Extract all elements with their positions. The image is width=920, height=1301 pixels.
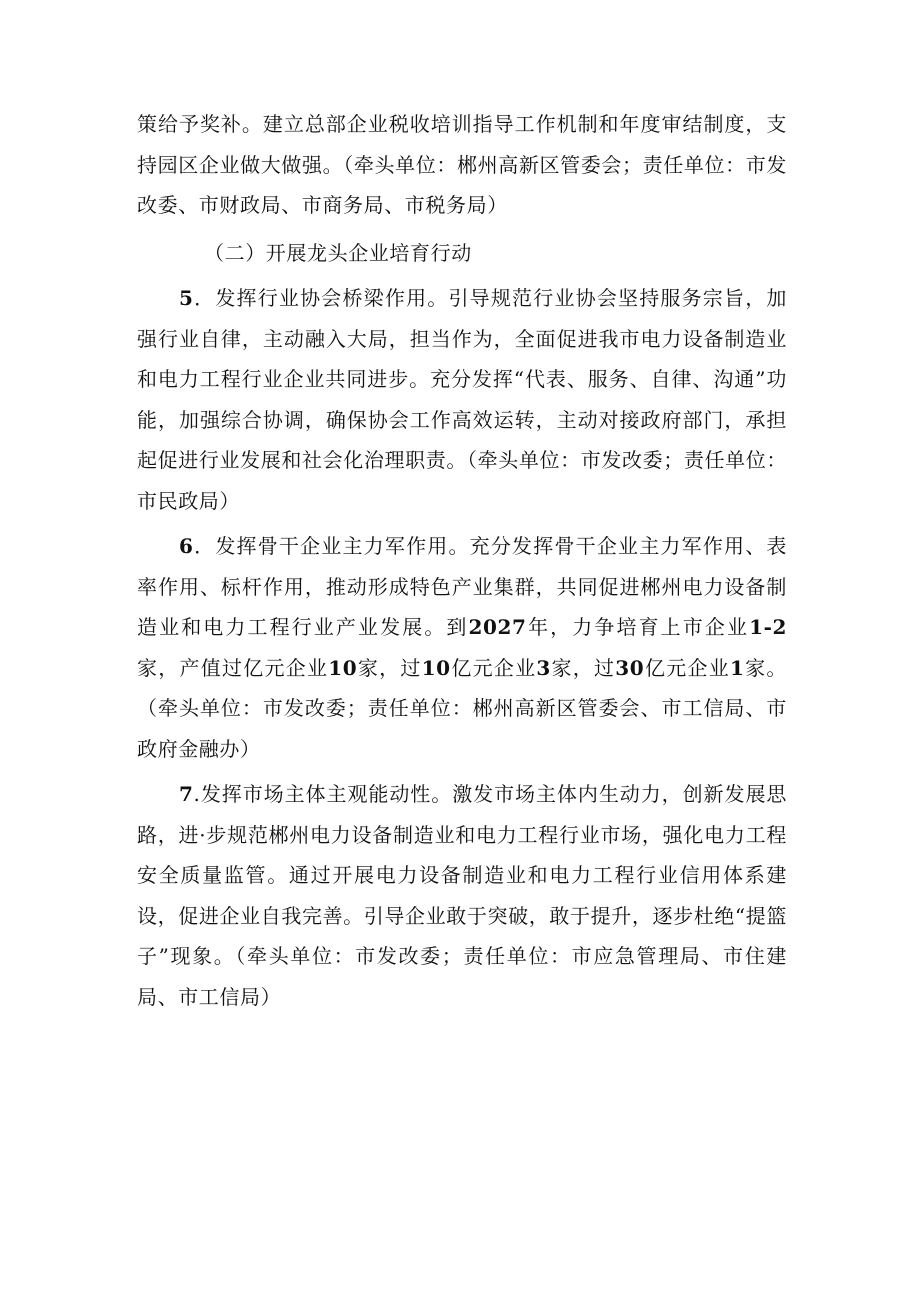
item-6-text-1: ．发挥骨干企业主力军作用。充分发挥骨干企业主力军作用、表率作用、标杆作用，推动形成特色产业集群，共同促进郴州电力设备制造业和电力工程行业产业发展。到 [137,534,787,639]
item-6-paragraph [137,526,787,769]
item-6-value-1: 1-2 [749,615,788,639]
item-6-value-5: 30 [615,655,645,680]
item-6-text-2: 年，力争培育上市企业 [526,615,750,639]
item-6-text-6: 家，过 [550,655,616,680]
item-6-year: 2027 [468,615,527,639]
item-6-value-4: 3 [536,655,551,680]
item-6-text-3: 家，产值过亿元企业 [137,655,329,680]
item-6-value-2: 10 [328,655,358,680]
document-page [137,104,787,1017]
section-heading: （二）开展龙头企业培育行动 [204,240,472,265]
item-7-text: .发挥市场主体主观能动性。激发市场主体内生动力，创新发展思路，进·步规范郴州电力设备制造业和电力工程行业市场，强化电力工程安全质量监管。通过开展电力设备制造业和电力工程行业信用体系建设，促进企业自我完善。引导企业敢于突破，敢于提升，逐步杜绝“提篮子”现象。（牵头单位：市发改委；责任单位：市应急管理局、市住建局、市工信局） [137,782,787,1009]
item-6-text-8: 家。（牵头单位：市发改委；责任单位：郴州高新区管委会、市工信局、市政府金融办） [137,655,787,761]
item-6-number: 6 [179,534,194,558]
item-6-text-4: 家，过 [357,655,422,680]
paragraph-intro: 策给予奖补。建立总部企业税收培训指导工作机制和年度审结制度，支持园区企业做大做强。（牵头单位：郴州高新区管委会；责任单位：市发改委、市财政局、市商务局、市税务局） [137,112,787,217]
item-7-number: 7 [179,782,194,806]
item-6-text-5: 亿元企业 [450,655,537,680]
item-5-text: ．发挥行业协会桥梁作用。引导规范行业协会坚持服务宗旨，加强行业自律，主动融入大局，担当作为，全面促进我市电力设备制造业和电力工程行业企业共同进步。充分发挥“代表、服务、自律、沟通”功能，加强综合协调，确保协会工作高效运转，主动对接政府部门，承担起促进行业发展和社会化治理职责。（牵头单位：市发改委；责任单位：市民政局） [137,286,787,513]
item-5-number: 5 [179,286,194,310]
item-6-text-7: 亿元企业 [644,655,730,680]
item-7-paragraph [137,774,787,1017]
item-5-paragraph [137,278,787,521]
item-6-value-3: 10 [421,655,451,680]
item-6-value-6: 1 [729,655,745,680]
